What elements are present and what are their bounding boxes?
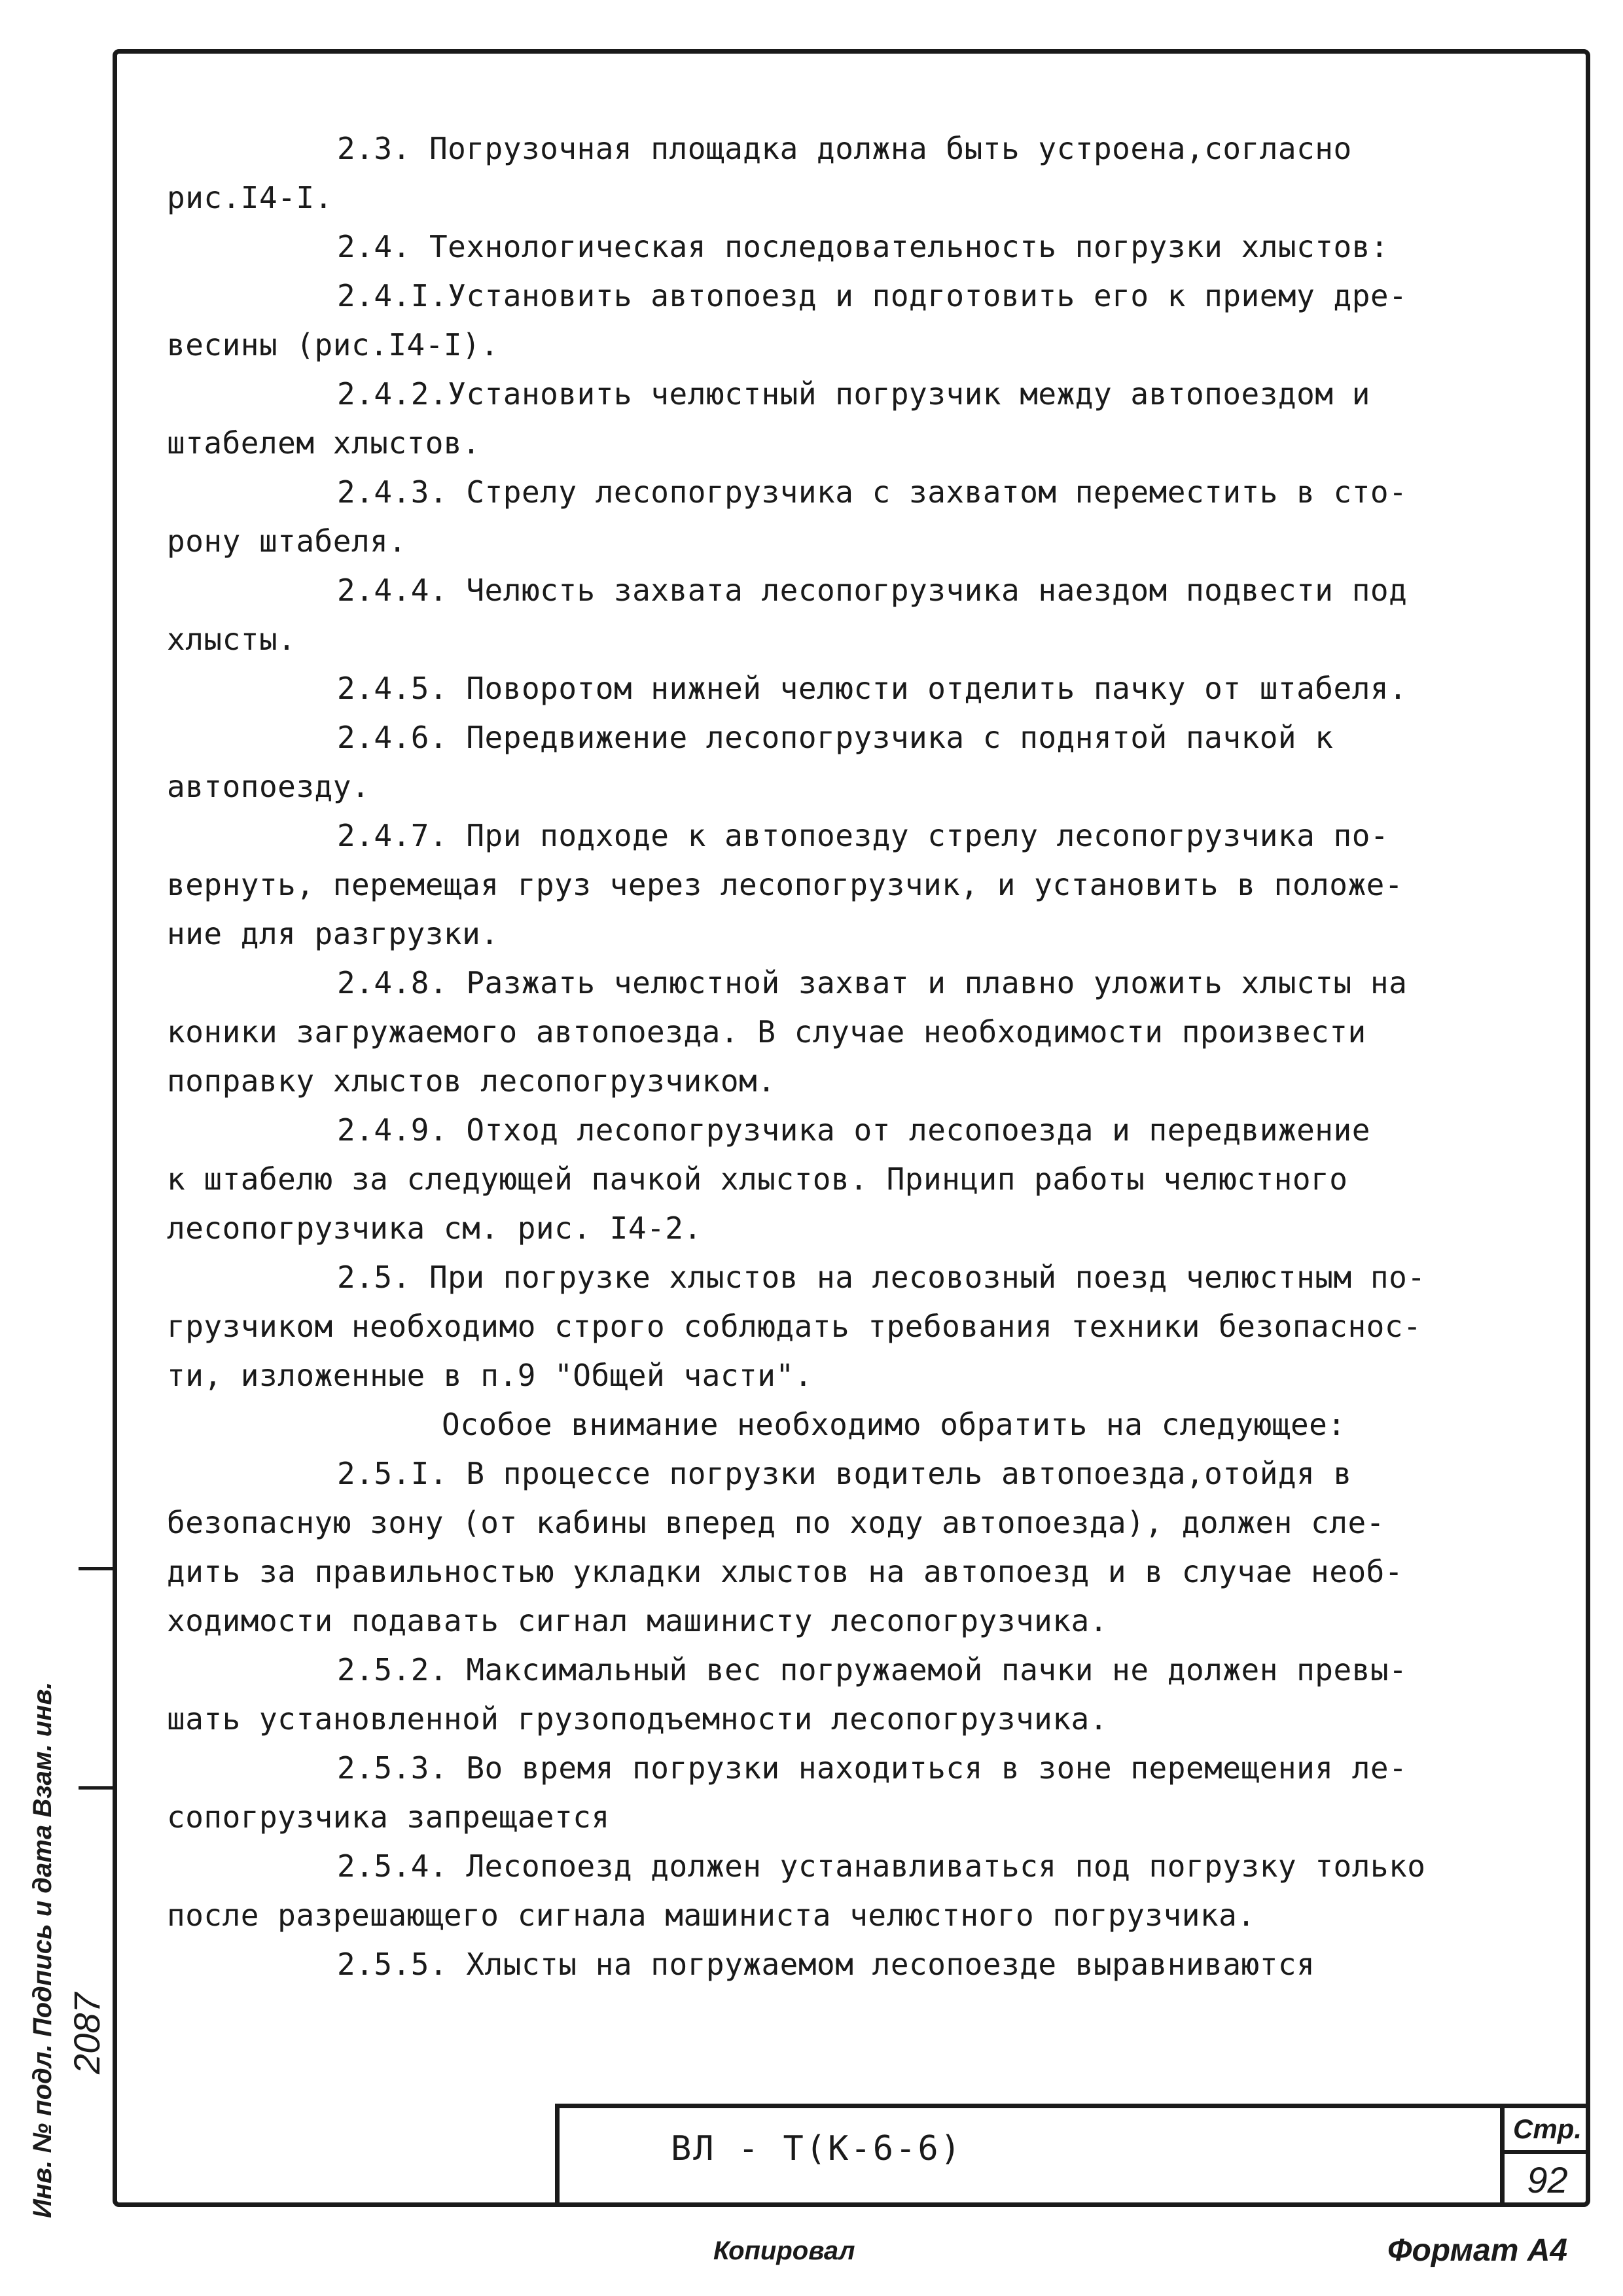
text-line: 2.4.7. При подходе к автопоезду стрелу лесопогрузчика по- <box>337 818 1389 853</box>
page-label: Стр. <box>1505 2108 1590 2154</box>
text-line: 2.5.2. Максимальный вес погружаемой пачки не должен превы- <box>337 1652 1408 1687</box>
text-line: ходимости подавать сигнал машинисту лесопогрузчика. <box>167 1603 1108 1638</box>
text-line: 2.5.5. Хлысты на погружаемом лесопоезде выравниваются <box>337 1947 1315 1982</box>
text-line: 2.4.4. Челюсть захвата лесопогрузчика наездом подвести под <box>337 573 1408 608</box>
footer-copied-by: Копировал <box>713 2236 855 2265</box>
text-line: ти, изложенные в п.9 "Общей части". <box>167 1358 813 1393</box>
text-line: рис.I4-I. <box>167 180 333 215</box>
text-line: рону штабеля. <box>167 523 407 559</box>
text-line: поправку хлыстов лесопогрузчиком. <box>167 1063 776 1099</box>
margin-divider <box>79 1567 115 1570</box>
text-line: 2.5. При погрузке хлыстов на лесовозный поезд челюстным по- <box>337 1260 1426 1295</box>
text-line: после разрешающего сигнала машиниста челюстного погрузчика. <box>167 1898 1256 1933</box>
text-line: автопоезду. <box>167 769 370 804</box>
text-line: ние для разгрузки. <box>167 916 499 951</box>
text-line: весины (рис.I4-I). <box>167 327 499 362</box>
text-line: 2.4.6. Передвижение лесопогрузчика с поднятой пачкой к <box>337 720 1334 755</box>
title-block <box>555 2104 1590 2207</box>
text-line: лесопогрузчика см. рис. I4-2. <box>167 1210 702 1246</box>
text-line: 2.5.I. В процессе погрузки водитель автопоезда,отойдя в <box>337 1456 1352 1491</box>
text-line: дить за правильностью укладки хлыстов на автопоезд и в случае необ- <box>167 1554 1404 1589</box>
text-line: 2.4.I.Установить автопоезд и подготовить его к приему дре- <box>337 278 1408 313</box>
page-number-box <box>1500 2108 1590 2207</box>
text-line: 2.5.3. Во время погрузки находиться в зоне перемещения ле- <box>337 1750 1408 1786</box>
text-line: 2.4.9. Отход лесопогрузчика от лесопоезда и передвижение <box>337 1112 1370 1148</box>
page-number: 92 <box>1527 2159 1568 2200</box>
document-body <box>167 124 1554 1989</box>
text-line: Особое внимание необходимо обратить на следующее: <box>442 1407 1346 1442</box>
text-line: 2.4.8. Разжать челюстной захват и плавно уложить хлысты на <box>337 965 1408 1000</box>
text-line: хлысты. <box>167 622 296 657</box>
text-line: 2.3. Погрузочная площадка должна быть устроена,согласно <box>337 131 1352 166</box>
text-line: к штабелю за следующей пачкой хлыстов. Принцип работы челюстного <box>167 1161 1348 1197</box>
margin-divider <box>79 1786 115 1790</box>
text-line: 2.5.4. Лесопоезд должен устанавливаться под погрузку только <box>337 1848 1426 1884</box>
text-line: коники загружаемого автопоезда. В случае необходимости произвести <box>167 1014 1366 1050</box>
side-inventory-number: 2087 <box>66 1992 107 2074</box>
text-line: вернуть, перемещая груз через лесопогрузчик, и установить в положе- <box>167 867 1404 902</box>
text-line: 2.4.3. Стрелу лесопогрузчика с захватом переместить в сто- <box>337 474 1408 510</box>
side-stamp: Инв. № подл. Подпись и дата Взам. инв. <box>28 1682 57 2218</box>
text-line: 2.4.5. Поворотом нижней челюсти отделить пачку от штабеля. <box>337 671 1408 706</box>
text-line: грузчиком необходимо строго соблюдать требования техники безопаснос- <box>167 1309 1422 1344</box>
text-line: штабелем хлыстов. <box>167 425 481 461</box>
text-line: 2.4.2.Установить челюстный погрузчик между автопоездом и <box>337 376 1370 412</box>
text-line: безопасную зону (от кабины вперед по ходу автопоезда), должен сле- <box>167 1505 1385 1540</box>
footer-format: Формат А4 <box>1387 2233 1568 2268</box>
document-code: ВЛ - Т(К-6-6) <box>671 2129 963 2168</box>
text-line: 2.4. Технологическая последовательность погрузки хлыстов: <box>337 229 1389 264</box>
text-line: шать установленной грузоподъемности лесопогрузчика. <box>167 1701 1108 1737</box>
text-line: сопогрузчика запрещается <box>167 1799 610 1835</box>
